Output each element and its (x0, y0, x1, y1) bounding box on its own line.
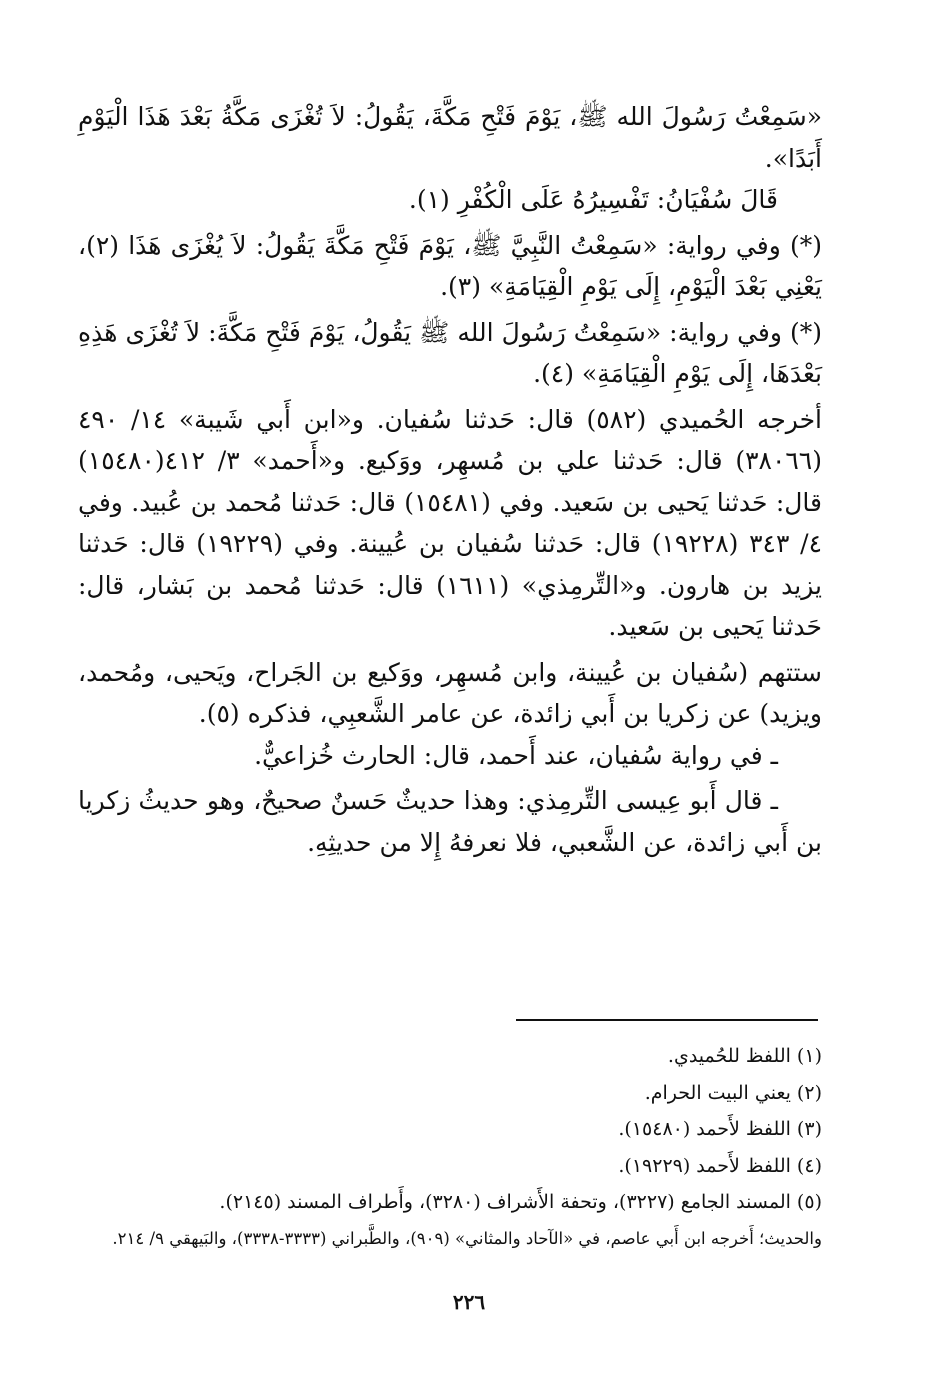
sufyan-commentary: قَالَ سُفْيَانُ: تَفْسِيرُهُ عَلَى الْكُفْرِ (١). (408, 185, 778, 214)
footnotes (78, 1038, 822, 1257)
footnote: (٤) اللفظ لأَحمد (١٩٢٢٩). (618, 1154, 822, 1177)
page-number: ٢٢٦ (452, 1290, 486, 1314)
narration-variant: (*) وفي رواية: «سَمِعْتُ النَّبِيَّ ﷺ، يَوْمَ فَتْحِ مَكَّةَ يَقُولُ: لاَ يُغْزَى هَذَا (٢)، يَعْنِي بَعْدَ الْيَوْمِ، إِلَى يَوْمِ الْقِيَامَةِ» (٣). (78, 230, 822, 301)
footnote-continuation: والحديث؛ أَخرجه ابن أَبي عاصم، في «الآحاد والمثاني» (٩٠٩)، والطَّبراني (٣٣٣٣-٣٣٣٨)، والبَيهقي ٩/ ٢١٤. (112, 1228, 822, 1248)
narration-variant: (*) وفي رواية: «سَمِعْتُ رَسُولَ الله ﷺ يَقُولُ، يَوْمَ فَتْحِ مَكَّةَ: لاَ تُغْزَى هَذِهِ بَعْدَهَا، إِلَى يَوْمِ الْقِيَامَةِ» (٤). (78, 317, 822, 388)
footnote-divider (516, 1019, 818, 1021)
footnote: (١) اللفظ للحُميدي. (667, 1045, 822, 1067)
tirmidhi-grading: ـ قال أَبو عِيسى التِّرمِذي: وهذا حديثٌ حَسنٌ صحيحٌ، وهو حديثُ زكريا بن أَبي زائدة، عن الشَّعبي، فلا نعرفهُ إِلا من حديثِهِ. (78, 786, 822, 857)
footnote: (٢) يعني البيت الحرام. (644, 1081, 822, 1104)
takhrij-paragraph: أخرجه الحُميدي (٥٨٢) قال: حَدثنا سُفيان. و«ابن أَبي شَيبة» ١٤/ ٤٩٠ (٣٨٠٦٦) قال: حَدثنا علي بن مُسهِر، ووَكيع. و«أَحمد» ٣/ ٤١٢(١٥٤٨٠) قال: حَدثنا يَحيى بن سَعيد. وفي (١٥٤٨١) قال: حَدثنا مُحمد بن عُبيد. وفي ٤/ ٣٤٣ (١٩٢٢٨) قال: حَدثنا سُفيان بن عُيينة. وفي (١٩٢٢٩) قال: حَدثنا يزيد بن هارون. و«التِّرمِذي» (١٦١١) قال: حَدثنا مُحمد بن بَشار، قال: حَدثنا يَحيى بن سَعيد. (78, 404, 823, 641)
footnote: (٥) المسند الجامع (٣٢٢٧)، وتحفة الأَشراف (٣٢٨٠)، وأَطراف المسند (٢١٤٥). (219, 1191, 822, 1213)
hadith-text: «سَمِعْتُ رَسُولَ الله ﷺ، يَوْمَ فَتْحِ مَكَّةَ، يَقُولُ: لاَ تُغْزَى مَكَّةُ بَعْدَ هَذَا الْيَوْمِ أَبَدًا». (78, 102, 822, 173)
chain-summary: ستتهم (سُفيان بن عُيينة، وابن مُسهِر، ووَكيع بن الجَراح، ويَحيى، ومُحمد، ويزيد) عن زكريا بن أَبي زائدة، عن عامر الشَّعبِي، فذكره (٥). (78, 657, 822, 728)
main-text (78, 96, 822, 863)
note-line: ـ في رواية سُفيان، عند أَحمد، قال: الحارث خُزاعيٌّ. (254, 740, 778, 770)
footnote: (٣) اللفظ لأَحمد (١٥٤٨٠). (618, 1118, 822, 1140)
